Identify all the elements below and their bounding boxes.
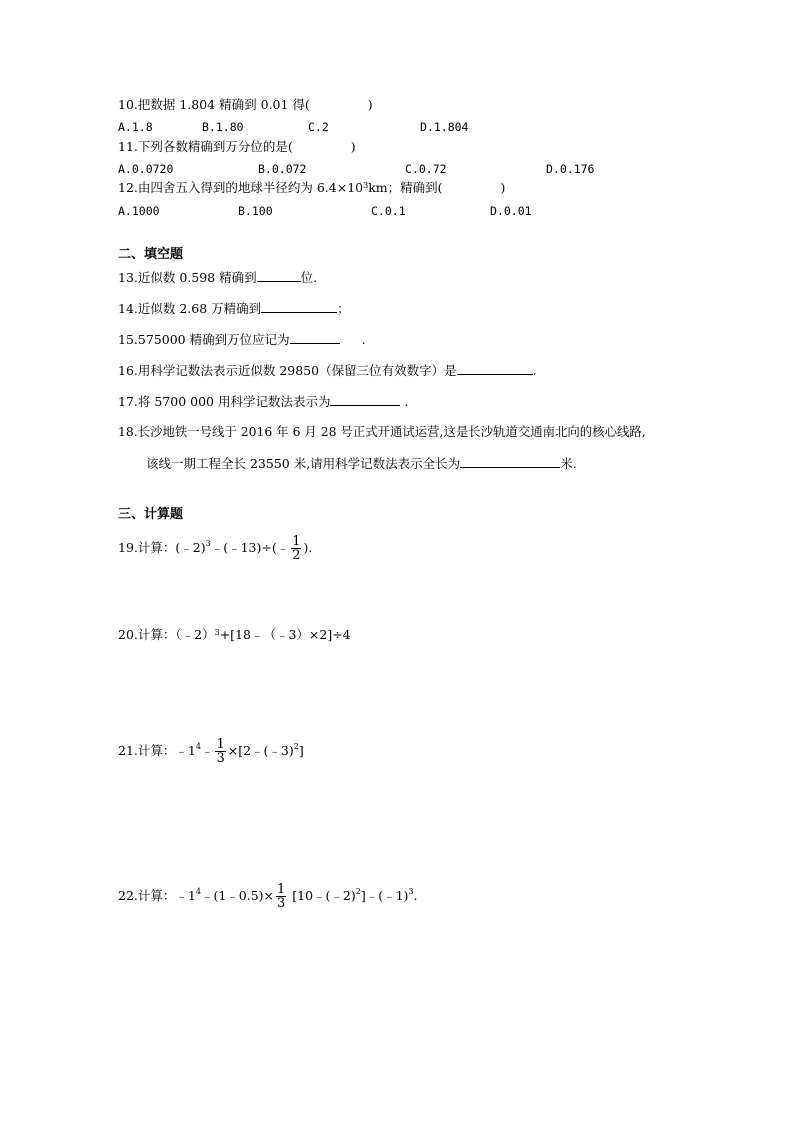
question-15	[118, 331, 366, 348]
fraction	[215, 738, 225, 765]
question-12-options	[118, 203, 718, 219]
question-18-text-2: 该线一期工程全长 23550 米,请用科学记数法表示全长为	[146, 456, 461, 471]
answer-blank	[257, 269, 301, 282]
question-12-exponent: 3	[363, 181, 369, 190]
question-21	[118, 738, 304, 765]
question-18-text: 18.长沙地铁一号线于 2016 年 6 月 28 号正式开通试运营,这是长沙轨道交通南北向的核心线路,	[118, 424, 646, 439]
fraction	[291, 535, 301, 562]
q11-option-a: A.0.0720	[118, 162, 174, 176]
q12-option-d: D.0.01	[490, 204, 532, 218]
q11-option-d: D.0.176	[546, 162, 595, 176]
question-17-text: 17.将 5700 000 用科学记数法表示为	[118, 394, 331, 409]
question-11	[118, 139, 356, 155]
question-22-exp-1: 4	[195, 887, 201, 896]
question-22-text-a: 22.计算：﹣1	[118, 888, 196, 903]
question-22-exp-3: 3	[408, 887, 414, 896]
q11-option-b: B.0.072	[258, 162, 307, 176]
question-21-exp-2: 2	[293, 742, 299, 751]
question-10	[118, 97, 373, 113]
question-19-exp: 3	[205, 539, 211, 548]
question-16	[118, 362, 537, 379]
question-10-stem: 10.把数据 1.804 精确到 0.01 得(	[118, 97, 310, 112]
fraction-numerator: 1	[292, 534, 301, 549]
answer-blank	[460, 455, 560, 468]
question-16-tail: .	[532, 363, 537, 378]
question-20-text-b: +[18﹣（﹣3）×2]÷4	[219, 627, 351, 642]
question-10-options	[118, 119, 718, 135]
question-10-close: )	[367, 97, 373, 112]
question-22	[118, 883, 418, 910]
question-18-line-2	[146, 455, 577, 472]
q10-option-d: D.1.804	[420, 120, 469, 134]
question-11-close: )	[350, 139, 356, 154]
question-21-exp-1: 4	[195, 742, 201, 751]
question-19	[118, 535, 312, 562]
question-19-text-c: ).	[303, 540, 313, 555]
question-21-text-a: 21.计算：﹣1	[118, 743, 196, 758]
question-12-stem-a: 12.由四舍五入得到的地球半径约为 6.4×10	[118, 180, 364, 195]
question-22-text-d: ]﹣(﹣1)	[360, 888, 409, 903]
q12-option-c: C.0.1	[371, 204, 406, 218]
question-12-close: )	[500, 180, 506, 195]
q10-option-a: A.1.8	[118, 120, 153, 134]
question-11-stem: 11.下列各数精确到万分位的是(	[118, 139, 293, 154]
question-21-text-d: ]	[298, 743, 304, 758]
question-12-stem-b: km；精确到(	[368, 180, 443, 195]
question-14-text: 14.近似数 2.68 万精确到	[118, 301, 262, 316]
answer-blank	[290, 331, 340, 344]
fraction-numerator: 1	[216, 737, 225, 752]
question-22-text-f: .	[413, 888, 418, 903]
question-19-text-a: 19.计算：(﹣2)	[118, 540, 206, 555]
q12-option-a: A.1000	[118, 204, 160, 218]
question-17-tail: .	[404, 394, 409, 409]
question-14-tail: ；	[337, 301, 350, 316]
question-22-exp-2: 2	[355, 887, 361, 896]
question-13-tail: 位.	[300, 270, 318, 285]
answer-blank	[330, 393, 400, 406]
q10-option-c: C.2	[308, 120, 329, 134]
question-22-text-c: [10﹣(﹣2)	[288, 888, 356, 903]
fraction-denominator: 2	[292, 548, 301, 563]
question-11-options	[118, 161, 718, 177]
fraction	[276, 883, 286, 910]
q12-option-b: B.100	[238, 204, 273, 218]
question-14	[118, 300, 350, 317]
question-21-text-c: ×[2﹣(﹣3)	[227, 743, 294, 758]
question-22-text-b: ﹣(1﹣0.5)×	[200, 888, 274, 903]
question-15-tail: .	[361, 332, 366, 347]
section-calc-title: 三、计算题	[118, 507, 184, 522]
question-13-text: 13.近似数 0.598 精确到	[118, 270, 257, 285]
q11-option-c: C.0.72	[405, 162, 447, 176]
question-15-text: 15.575000 精确到万位应记为	[118, 332, 290, 347]
question-20-exp: 3	[214, 628, 220, 637]
answer-blank	[457, 362, 533, 375]
question-18-tail: 米.	[560, 456, 577, 471]
question-13	[118, 269, 317, 286]
section-fill-title: 二、填空题	[118, 247, 184, 262]
fraction-numerator: 1	[277, 882, 286, 897]
question-19-text-b: ﹣(﹣13)÷(﹣	[210, 540, 290, 555]
question-12	[118, 180, 505, 196]
answer-blank	[261, 300, 337, 313]
question-16-text: 16.用科学记数法表示近似数 29850（保留三位有效数字）是	[118, 363, 457, 378]
fraction-denominator: 3	[216, 751, 225, 766]
question-17	[118, 393, 408, 410]
question-20	[118, 627, 351, 643]
question-20-text-a: 20.计算：（﹣2）	[118, 627, 215, 642]
q10-option-b: B.1.80	[202, 120, 244, 134]
question-18-line-1	[118, 424, 646, 440]
question-21-text-b: ﹣	[200, 743, 214, 758]
fraction-denominator: 3	[277, 896, 286, 911]
